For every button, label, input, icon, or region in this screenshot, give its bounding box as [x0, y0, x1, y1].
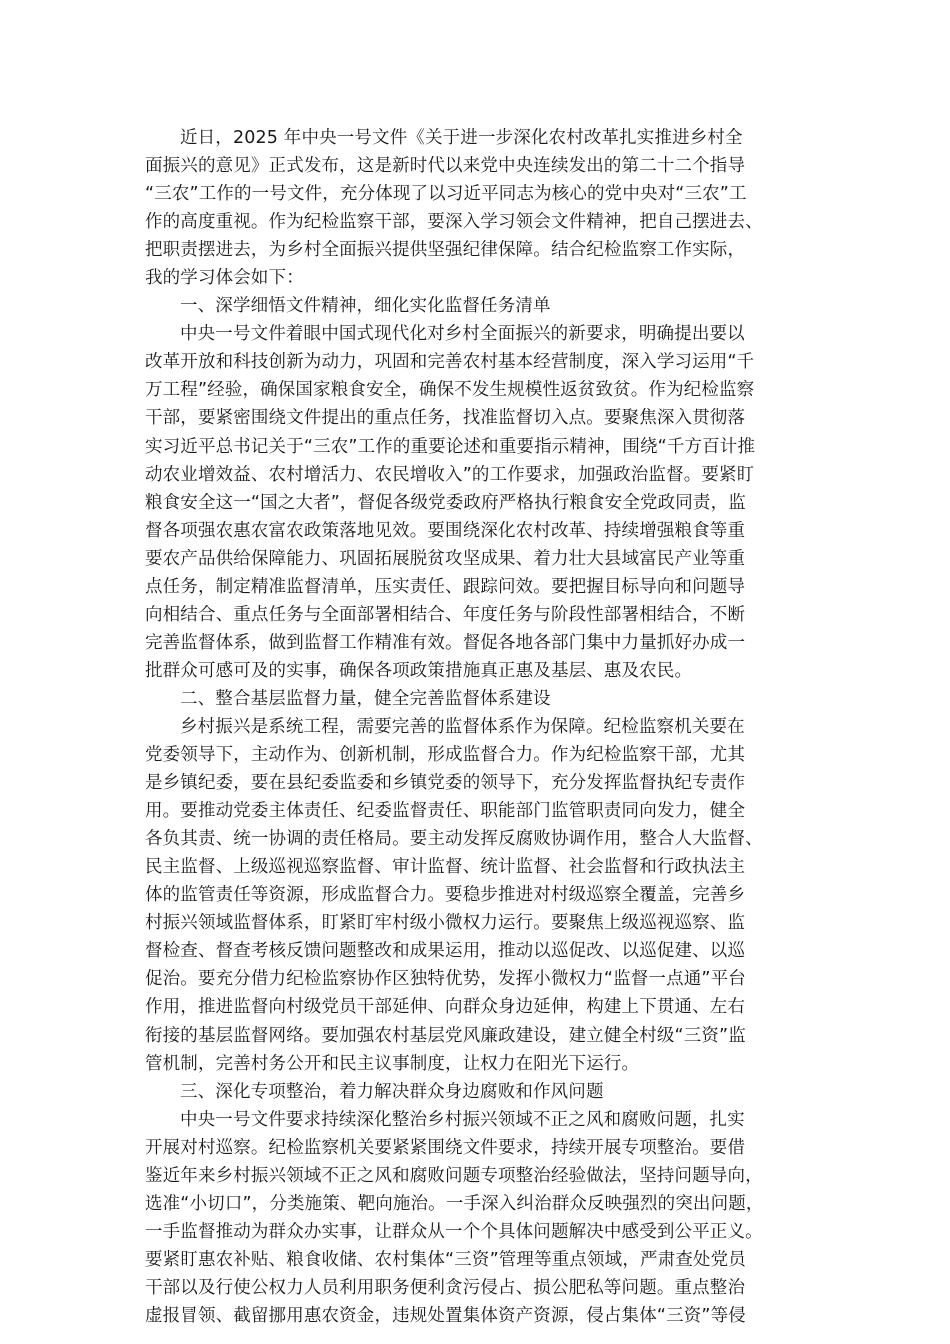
- section-paragraph-3: 中央一号文件要求持续深化整治乡村振兴领域不正之风和腐败问题，扎实 开展对村巡察。纪检监察机关要紧紧围绕文件要求，持续开展专项整治。要借 鉴近年来乡村振兴领域不正之风和腐败问题专项整治经验做法，坚持问题导向， 选准“小切口”，分类施策、靶向施治。一手深入纠治群众反映强烈的突出问题， 一手监督推动为群众办实事，让群众从一个个具体问题解决中感受到公平正义。 要紧盯惠农补贴、粮食收储、农村集体“三资”管理等重点领域，严肃查处党员 干部以及行使公权力人员利用职务便利贪污侵占、损公肥私等问题。重点整治 虚报冒领、截留挪用惠农资金，违规处置集体资产资源，侵占集体“三资”等侵: [145, 1109, 764, 1326]
- section-heading-3: 三、深化专项整治，着力解决群众身边腐败和作风问题: [180, 1081, 604, 1102]
- section-heading-1: 一、深学细悟文件精神，细化实化监督任务清单: [180, 296, 551, 317]
- section-heading-2: 二、整合基层监督力量，健全完善监督体系建设: [180, 688, 551, 709]
- document-body: [145, 124, 805, 1330]
- section-paragraph-1: 中央一号文件着眼中国式现代化对乡村全面振兴的新要求，明确提出要以 改革开放和科技创新为动力，巩固和完善农村基本经营制度，深入学习运用“千 万工程”经验，确保国家粮食安全，确保不发生规模性返贫致贫。作为纪检监察 干部，要紧密围绕文件提出的重点任务，找准监督切入点。要聚焦深入贯彻落 实习近平总书记关于“三农”工作的重要论述和重要指示精神，围绕“千方百计推 动农业增效益、农村增活力、农民增收入”的工作要求，加强政治监督。要紧盯 粮食安全这一“国之大者”，督促各级党委政府严格执行粮食安全党政同责，监 督各项强农惠农富农政策落地见效。要围绕深化农村改革、持续增强粮食等重 要农产品供给保障能力、巩固拓展脱贫攻坚成果、着力壮大县域富民产业等重 点任务，制定精准监督清单，压实责任、跟踪问效。要把握目标导向和问题导 向相结合、重点任务与全面部署相结合、年度任务与阶段性部署相结合，不断 完善监督体系，做到监督工作精准有效。督促各地各部门集中力量抓好办成一 批群众可感可及的实事，确保各项政策措施真正惠及基层、惠及农民。: [145, 324, 756, 681]
- intro-paragraph: 近日，2025 年中央一号文件《关于进一步深化农村改革扎实推进乡村全 面振兴的意见》正式发布，这是新时代以来党中央连续发出的第二十二个指导 “三农”工作的一号文件，充分体现了以习近平同志为核心的党中央对“三农”工 作的高度重视。作为纪检监察干部，要深入学习领会文件精神，把自己摆进去、 把职责摆进去，为乡村全面振兴提供坚强纪律保障。结合纪检监察工作实际， 我的学习体会如下：: [145, 128, 763, 289]
- section-paragraph-2: 乡村振兴是系统工程，需要完善的监督体系作为保障。纪检监察机关要在 党委领导下，主动作为、创新机制，形成监督合力。作为纪检监察干部，尤其 是乡镇纪委，要在县纪委监委和乡镇党委的领导下，充分发挥监督执纪专责作 用。要推动党委主体责任、纪委监督责任、职能部门监管职责同向发力，健全 各负其责、统一协调的责任格局。要主动发挥反腐败协调作用，整合人大监督、 民主监督、上级巡视巡察监督、审计监督、统计监督、社会监督和行政执法主 体的监管责任等资源，形成监督合力。要稳步推进对村级巡察全覆盖，完善乡 村振兴领域监督体系，盯紧盯牢村级小微权力运行。要聚焦上级巡视巡察、监 督检查、督查考核反馈问题整改和成果运用，推动以巡促改、以巡促建、以巡 促治。要充分借力纪检监察协作区独特优势，发挥小微权力“监督一点通”平台 作用，推进监督向村级党员干部延伸、向群众身边延伸，构建上下贯通、左右 衔接的基层监督网络。要加强农村基层党风廉政建设，建立健全村级“三资”监 管机制，完善村务公开和民主议事制度，让权力在阳光下运行。: [145, 716, 763, 1074]
